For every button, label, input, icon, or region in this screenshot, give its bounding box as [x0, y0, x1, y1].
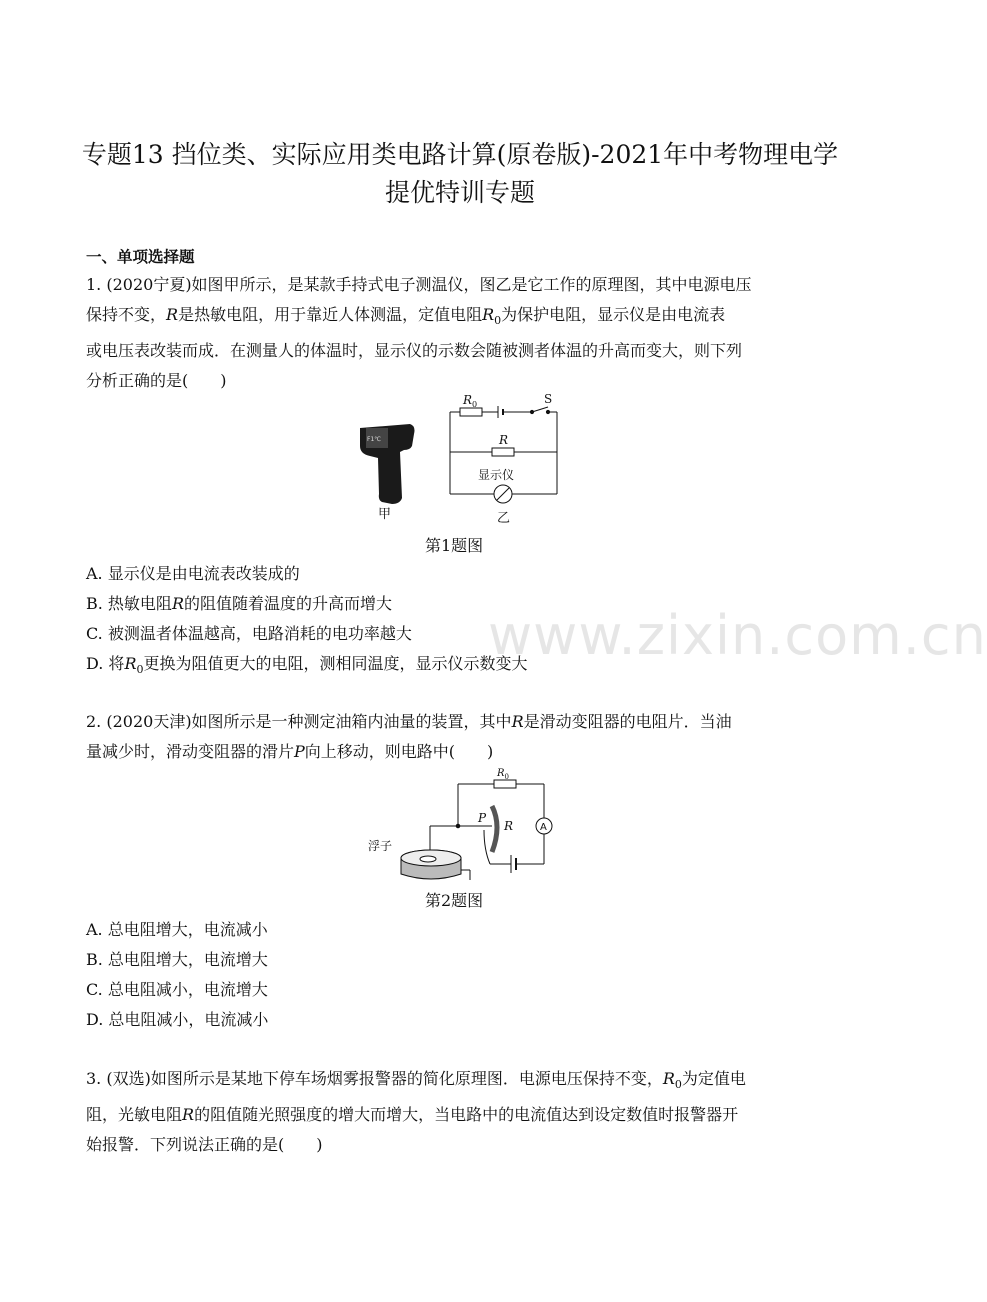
q2-option-d[interactable]: D. 总电阻减小，电流减小 — [86, 1010, 269, 1029]
q2-option-c[interactable]: C. 总电阻减小，电流增大 — [86, 980, 268, 999]
fig1-display-label: 显示仪 — [478, 468, 515, 482]
q3-line-2: 阻，光敏电阻R的阻值随光照强度的增大而增大，当电路中的电流值达到设定数值时报警器开 — [86, 1105, 739, 1125]
q1-option-c[interactable]: C. 被测温者体温越高，电路消耗的电功率越大 — [86, 624, 412, 643]
page-title-line-2: 提优特训专题 — [384, 178, 535, 207]
fig2-p-label: P — [478, 811, 487, 825]
question-2 — [86, 707, 841, 767]
q3-line-1: 3. (双选)如图所示是某地下停车场烟雾报警器的简化原理图．电源电压保持不变，$R_0$为定值电 — [86, 1069, 746, 1092]
q2-option-a[interactable]: A. 总电阻增大，电流减小 — [86, 920, 268, 939]
q2-line-1: 2. (2020天津)如图所示是一种测定油箱内油量的装置，其中R是滑动变阻器的电阻片．当油 — [86, 712, 732, 731]
q2-line-2: 量减少时，滑动变阻器的滑片P向上移动，则电路中( ) — [86, 742, 494, 761]
fig1-switch-label: S — [544, 392, 553, 406]
q2-option-b[interactable]: B. 总电阻增大，电流增大 — [86, 950, 268, 969]
q1-line-3: 或电压表改装而成．在测量人的体温时，显示仪的示数会随被测者体温的升高而变大，则下列 — [86, 341, 743, 361]
fig2-r-label: R — [504, 819, 514, 833]
fig1-label-b: 乙 — [497, 511, 511, 526]
circuit-figure-1 — [440, 390, 570, 526]
q1-line-2: 保持不变，R是热敏电阻，用于靠近人体测温，定值电阻$R_0$为保护电阻，显示仪是由电流表 — [86, 305, 726, 328]
fig2-float-label: 浮子 — [368, 839, 393, 853]
q3-line-3: 始报警．下列说法正确的是( ) — [86, 1135, 323, 1155]
section-heading: 一、单项选择题 — [86, 248, 195, 266]
question-3 — [86, 1064, 841, 1160]
fig2-ammeter-label: A — [540, 822, 547, 833]
fig1-label-a: 甲 — [378, 507, 392, 522]
circuit-figure-2 — [366, 766, 556, 884]
q1-option-d[interactable]: D. 将$R_0$更换为阻值更大的电阻，测相同温度，显示仪示数变大 — [86, 654, 528, 677]
q1-line-1: 1. (2020宁夏)如图甲所示，是某款手持式电子测温仪，图乙是它工作的原理图，其中电源电压 — [86, 275, 752, 294]
gun-screen-text: F1℃ — [367, 436, 382, 443]
fig1-r-label: R — [499, 433, 509, 447]
figure-2-caption: 第2题图 — [425, 891, 484, 910]
fig1-r0-label: $R_0$ — [463, 393, 478, 409]
thermometer-gun-figure — [352, 406, 432, 526]
fig2-r0-label: $R_0$ — [497, 768, 509, 781]
watermark: www.zixin.com.cn — [488, 604, 987, 667]
page-title-line-1: 专题13 挡位类、实际应用类电路计算(原卷版)-2021年中考物理电学 — [81, 140, 839, 169]
q1-option-a[interactable]: A. 显示仪是由电流表改装成的 — [86, 564, 300, 583]
question-1 — [86, 270, 841, 396]
q1-option-b[interactable]: B. 热敏电阻R的阻值随着温度的升高而增大 — [86, 594, 392, 613]
figure-1-caption: 第1题图 — [425, 536, 484, 555]
q1-line-4: 分析正确的是( ) — [86, 371, 227, 391]
